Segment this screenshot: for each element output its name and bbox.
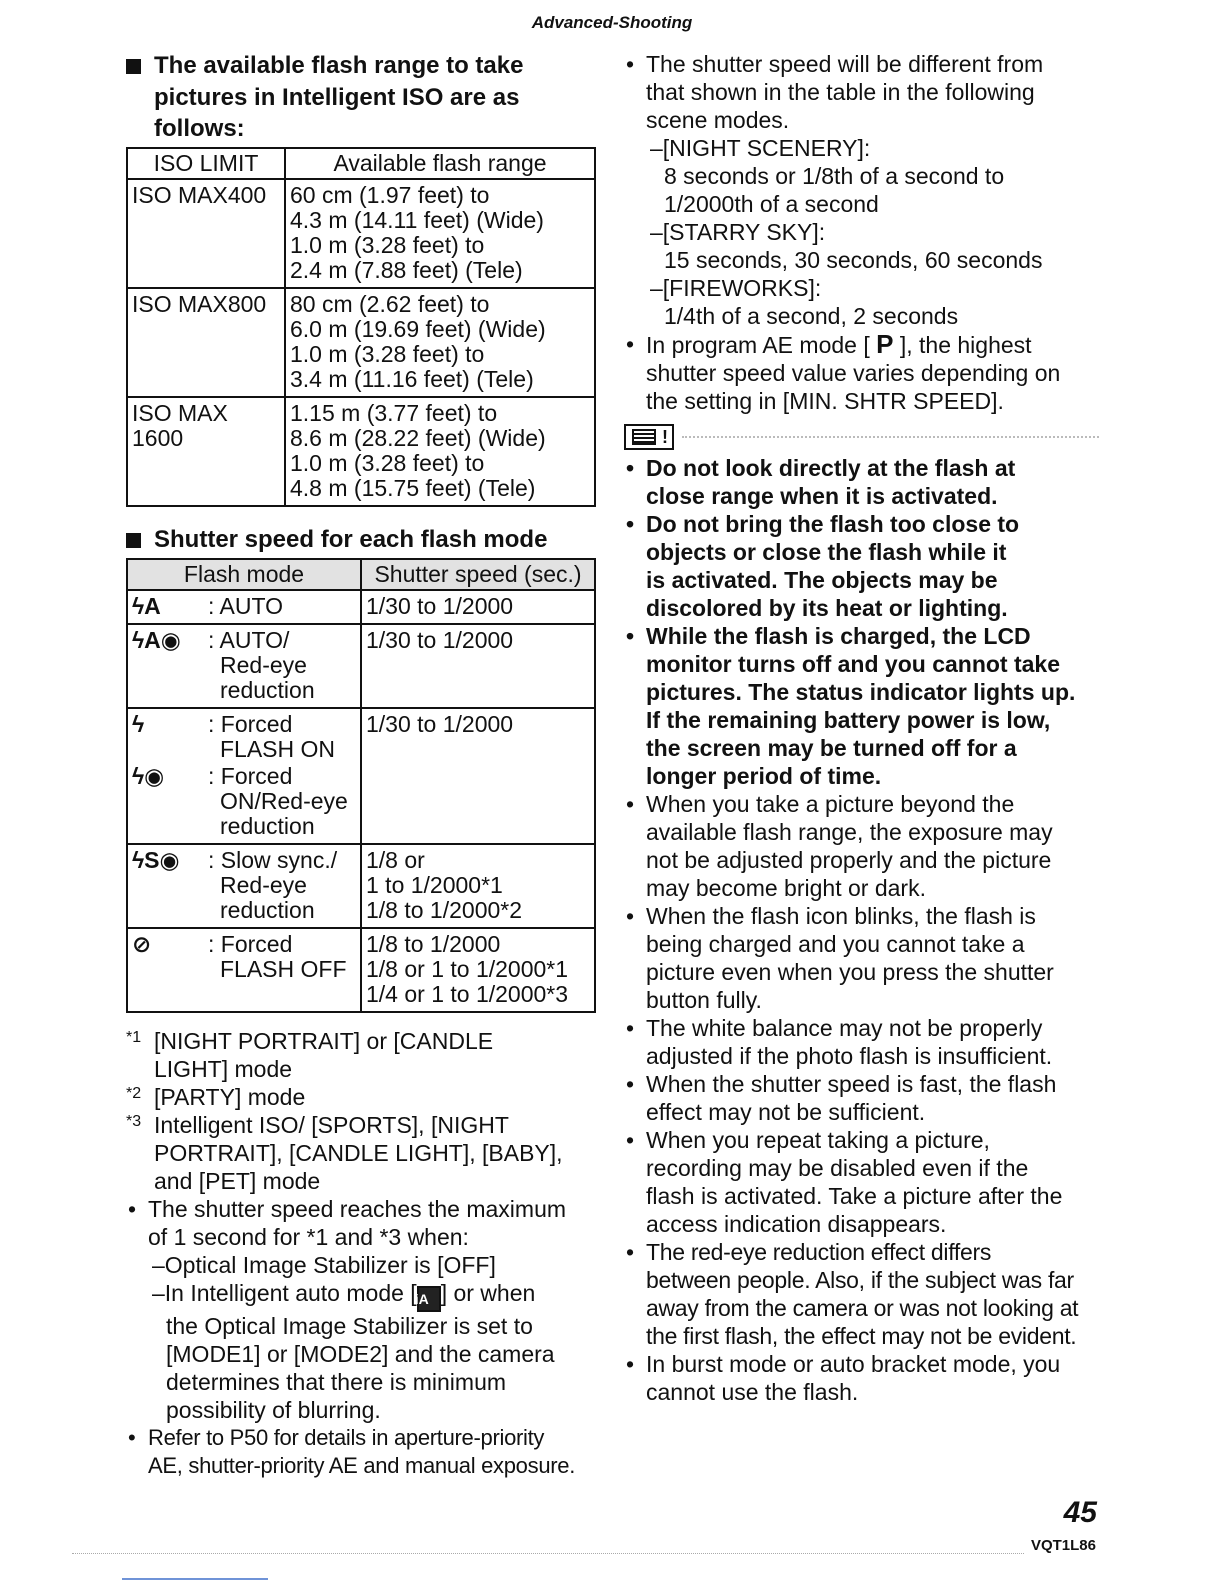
bullet-item: • The shutter speed will be different from that shown in the table in the following scene modes. –[NIGHT SCENERY]: 8 seconds or 1/8th of a second to 1/2000th of a second –[STARRY SKY]: 15 seconds, 30 seconds, 60 seconds –[FIREWORKS]: 1/4th of a second, 2 seconds — [626, 51, 1044, 329]
intelligent-auto-icon: iA — [417, 1286, 441, 1312]
column-header: Shutter speed (sec.) — [361, 559, 595, 590]
bullet-item: • The white balance may not be properly adjusted if the photo flash is insufficient. — [626, 1015, 1053, 1069]
program-mode-icon: P — [876, 329, 894, 359]
flash-off-icon: ⊘ — [132, 931, 152, 957]
shutter-speed-table — [126, 558, 596, 1013]
shutter-heading: Shutter speed for each flash mode — [126, 524, 598, 556]
flash-forced-red-eye-icon: ϟ◉ — [132, 763, 165, 789]
shutter-speed-cell: 1/8 or 1 to 1/2000*1 1/8 to 1/2000*2 — [361, 844, 595, 928]
iso-limit-cell: ISO MAX400 — [127, 179, 285, 288]
flash-mode-cell: ⊘ : Forced FLASH OFF — [127, 928, 361, 1012]
table-row — [127, 397, 595, 506]
bullet-item: • When the flash icon blinks, the flash is being charged and you cannot take a picture even when you press the shutter button fully. — [626, 903, 1054, 1013]
flash-mode-cell: ϟS◉ : Slow sync./ Red-eye reduction — [127, 844, 361, 928]
table-row — [127, 179, 595, 288]
bullet-item: • Refer to P50 for details in aperture-priority AE, shutter-priority AE and manual exposure. — [128, 1425, 576, 1478]
shutter-speed-cell: 1/30 to 1/2000 — [361, 708, 595, 844]
shutter-speed-cell: 1/8 to 1/2000 1/8 or 1 to 1/2000*1 1/4 or 1 to 1/2000*3 — [361, 928, 595, 1012]
flash-auto-red-eye-icon: ϟA◉ — [132, 627, 181, 653]
page-number: 45 — [1063, 1496, 1097, 1529]
footnote: *2 [PARTY] mode — [126, 1084, 306, 1110]
divider — [682, 436, 1099, 438]
flash-range-table — [126, 147, 596, 507]
bullet-item: • Do not look directly at the flash at close range when it is activated. — [626, 455, 1016, 509]
column-header: Flash mode — [127, 559, 361, 590]
caution-book-icon: ! — [624, 424, 674, 450]
flash-mode-cell: ϟA◉ : AUTO/ Red-eye reduction — [127, 624, 361, 708]
document-code: VQT1L86 — [1030, 1537, 1096, 1554]
shutter-speed-cell: 1/30 to 1/2000 — [361, 624, 595, 708]
bullet-item: • When you repeat taking a picture, recording may be disabled even if the flash is activated. Take a picture after the access indication disappears. — [626, 1127, 1063, 1237]
table-row — [127, 708, 595, 844]
flash-range-cell: 1.15 m (3.77 feet) to 8.6 m (28.22 feet) (Wide) 1.0 m (3.28 feet) to 4.8 m (15.75 feet) (Tele) — [285, 397, 595, 506]
flash-range-cell: 60 cm (1.97 feet) to 4.3 m (14.11 feet) (Wide) 1.0 m (3.28 feet) to 2.4 m (7.88 feet) (Tele) — [285, 179, 595, 288]
flash-forced-on-icon: ϟ — [132, 711, 145, 737]
bullet-item: • The red-eye reduction effect differs between people. Also, if the subject was far away from the camera or was not looking at the first flash, the effect may not be evident. — [626, 1239, 1079, 1349]
table-row — [127, 844, 595, 928]
bullet-item: • The shutter speed reaches the maximum of 1 second for *1 and *3 when: –Optical Image Stabilizer is [OFF] –In Intelligent auto mode [iA ] or when the Optical Image Stabilizer is set to [MODE1] or [MODE2] and the camera determines that there is minimum possibility of blurring. — [128, 1196, 567, 1423]
column-header: Available flash range — [285, 148, 595, 179]
divider — [72, 1553, 1024, 1554]
table-header-row — [127, 559, 595, 590]
footnote: *1 [NIGHT PORTRAIT] or [CANDLE LIGHT] mode — [126, 1028, 494, 1082]
bullet-item: • Do not bring the flash too close to objects or close the flash while it is activated. The objects may be discolored by its heat or lighting. — [626, 511, 1020, 621]
table-row — [127, 288, 595, 397]
bullet-item: • While the flash is charged, the LCD monitor turns off and you cannot take pictures. The status indicator lights up. If the remaining battery power is low, the screen may be turned off for a longer period of time. — [626, 623, 1076, 789]
flash-mode-cell: ϟA : AUTO — [127, 590, 361, 624]
footnote: *3 Intelligent ISO/ [SPORTS], [NIGHT PORTRAIT], [CANDLE LIGHT], [BABY], and [PET] mode — [126, 1112, 563, 1194]
table-header-row — [127, 148, 595, 179]
iso-limit-cell: ISO MAX800 — [127, 288, 285, 397]
bullet-item: • When the shutter speed is fast, the flash effect may not be sufficient. — [626, 1071, 1057, 1125]
shutter-speed-cell: 1/30 to 1/2000 — [361, 590, 595, 624]
column-header: ISO LIMIT — [127, 148, 285, 179]
page-header: Advanced-Shooting — [531, 13, 693, 32]
footnotes — [126, 1027, 598, 1195]
table-row — [127, 590, 595, 624]
divider — [122, 1578, 268, 1580]
flash-slow-sync-icon: ϟS◉ — [132, 847, 180, 873]
flash-mode-cell: ϟ : Forced FLASH ON ϟ◉ : Forced ON/Red-eye reduction — [127, 708, 361, 844]
flash-range-heading: The available flash range to take pictures in Intelligent ISO are as follows: — [126, 50, 598, 145]
bullet-item: • When you take a picture beyond the available flash range, the exposure may not be adjusted properly and the picture may become bright or dark. — [626, 791, 1053, 901]
bullet-item: • In burst mode or auto bracket mode, you cannot use the flash. — [626, 1351, 1061, 1405]
square-bullet-icon — [126, 59, 141, 74]
left-column — [126, 50, 598, 1480]
table-row — [127, 624, 595, 708]
bullet-item: • In program AE mode [ P ], the highest shutter speed value varies depending on the setting in [MIN. SHTR SPEED]. — [626, 329, 1061, 414]
flash-range-cell: 80 cm (2.62 feet) to 6.0 m (19.69 feet) (Wide) 1.0 m (3.28 feet) to 3.4 m (11.16 feet) (Tele) — [285, 288, 595, 397]
right-column — [624, 50, 1099, 1406]
flash-auto-icon: ϟA — [132, 593, 161, 619]
iso-limit-cell: ISO MAX 1600 — [127, 397, 285, 506]
table-row — [127, 928, 595, 1012]
caution-divider — [624, 424, 1099, 450]
square-bullet-icon — [126, 533, 141, 548]
